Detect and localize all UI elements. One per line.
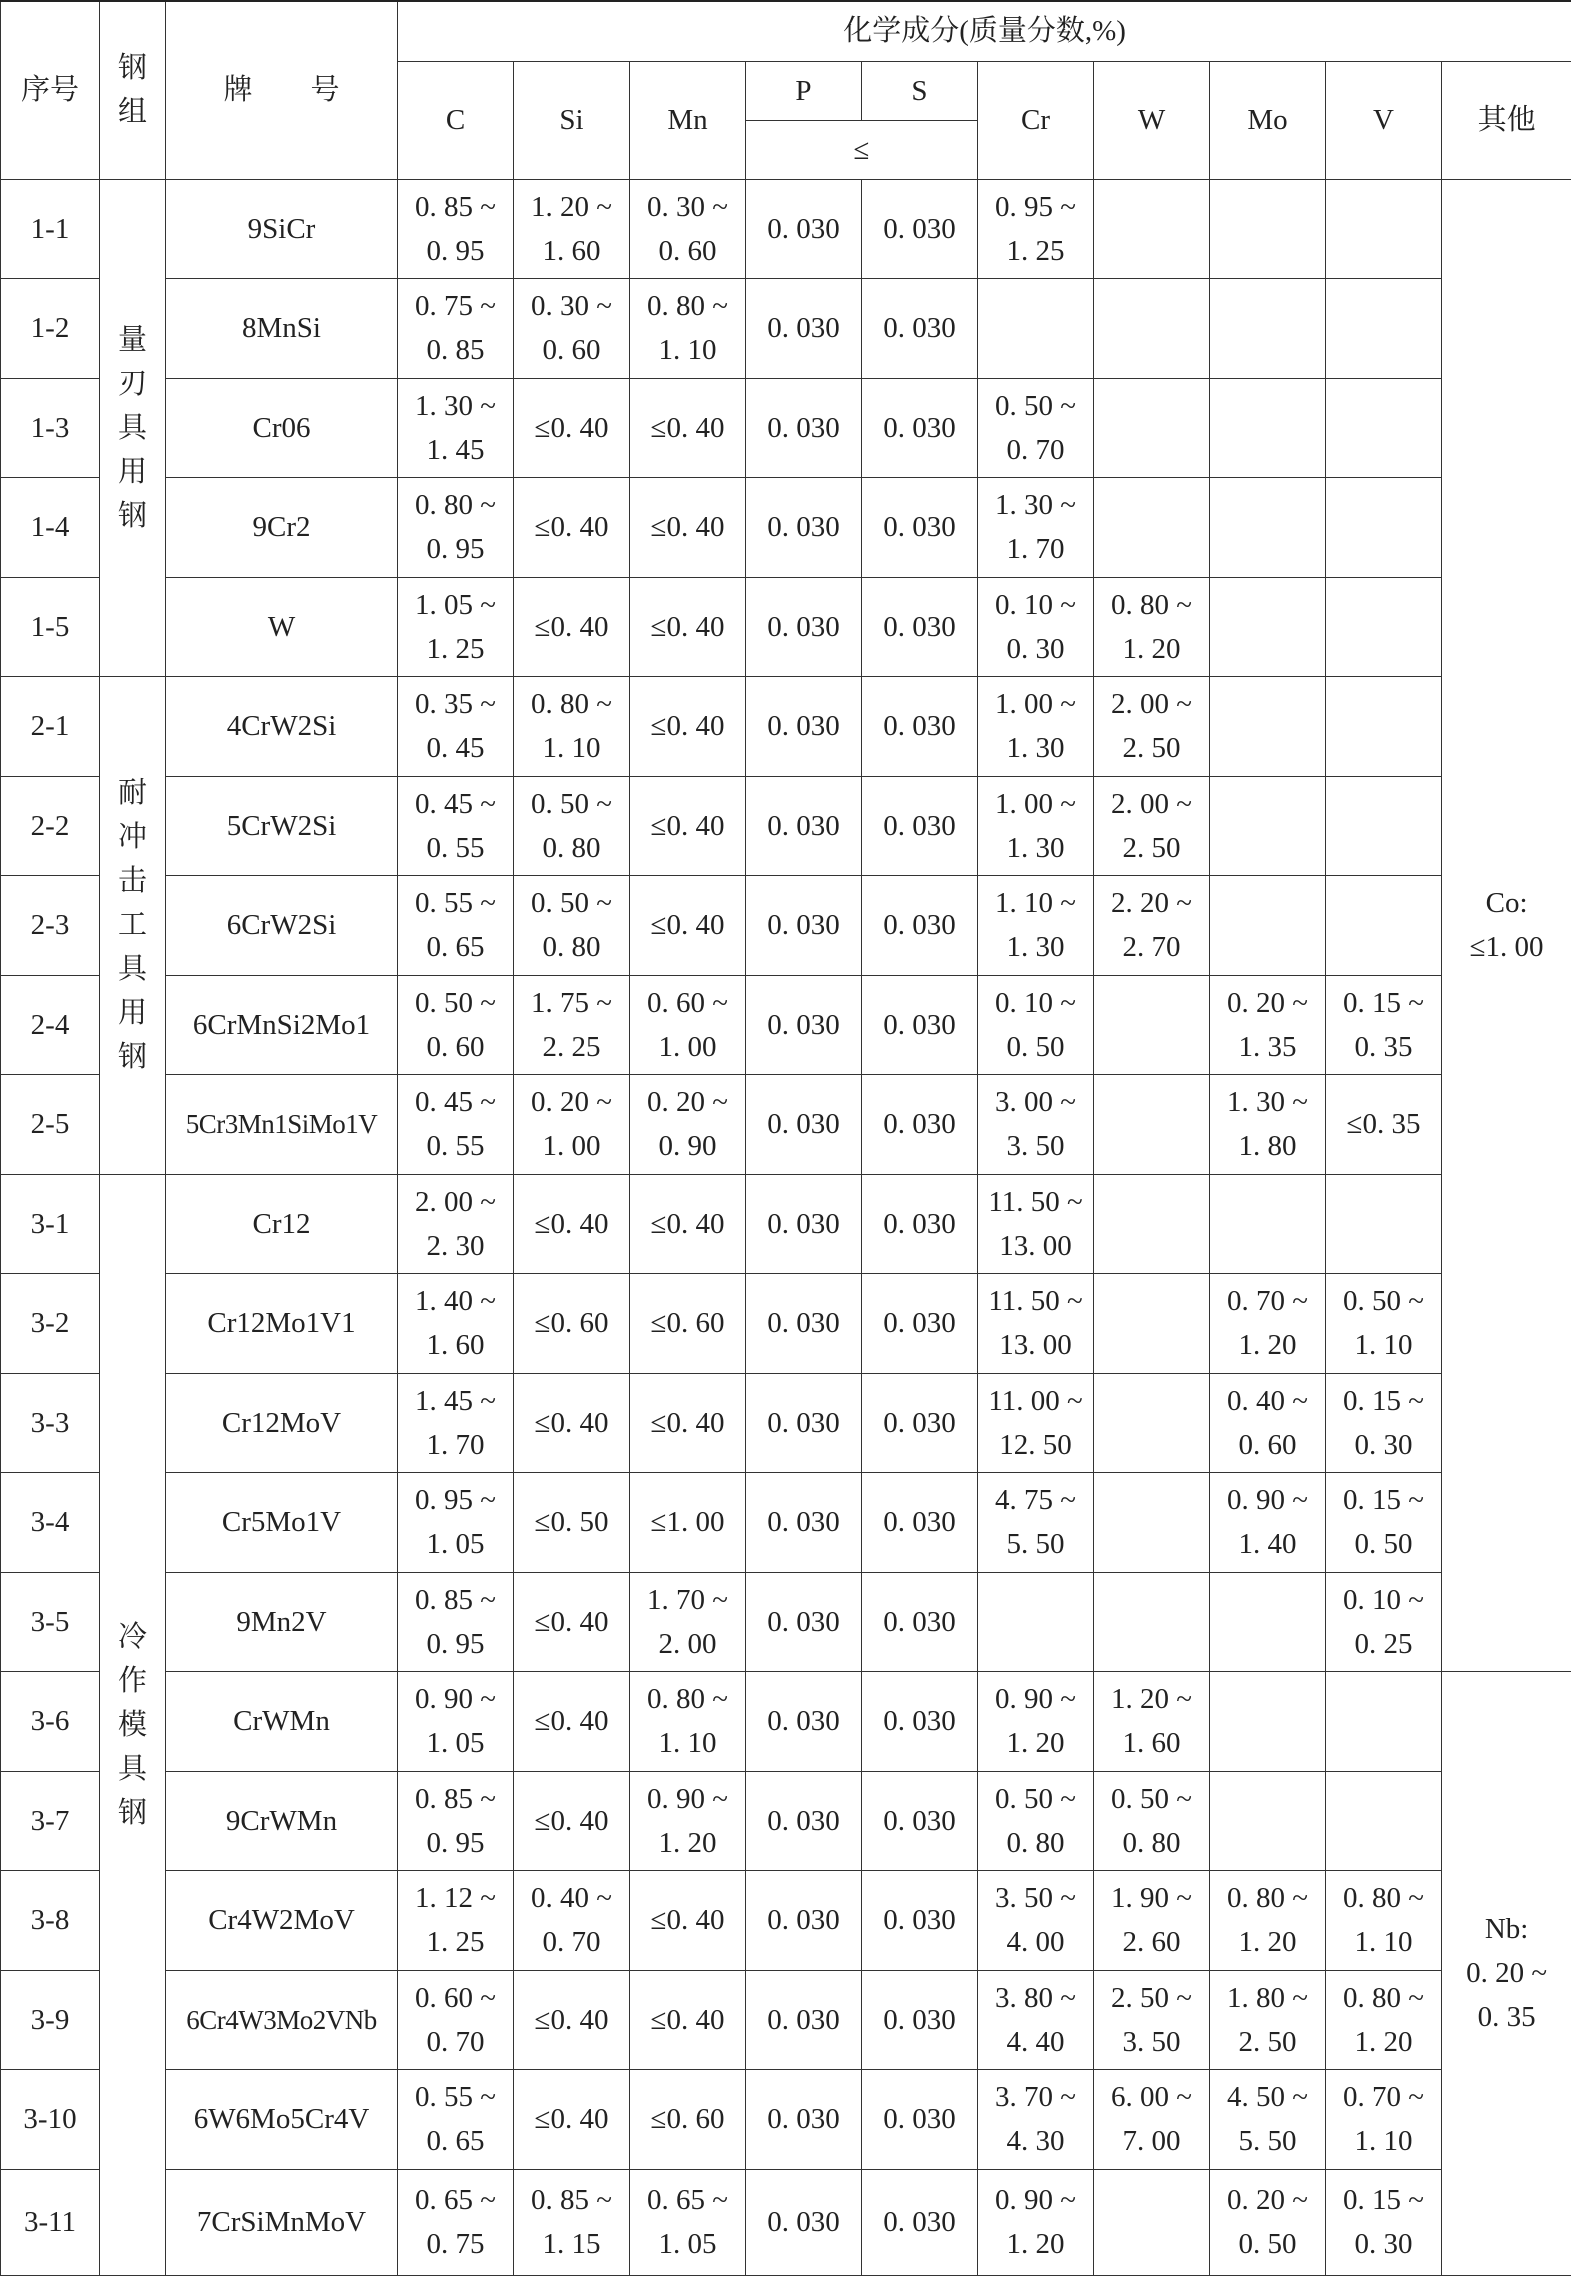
- cell-cr: 4. 75 ~ 5. 50: [978, 1473, 1094, 1573]
- cell-v: 0. 15 ~ 0. 30: [1326, 1373, 1442, 1473]
- cell-p: 0. 030: [746, 478, 862, 578]
- cell-p: 0. 030: [746, 876, 862, 976]
- cell-s: 0. 030: [862, 1771, 978, 1871]
- header-el-mo: Mo: [1210, 61, 1326, 179]
- cell-s: 0. 030: [862, 2169, 978, 2275]
- cell-c: 1. 40 ~ 1. 60: [398, 1274, 514, 1374]
- cell-v: 0. 70 ~ 1. 10: [1326, 2070, 1442, 2170]
- cell-seq: 2-1: [1, 677, 100, 777]
- cell-v: [1326, 1771, 1442, 1871]
- cell-p: 0. 030: [746, 1672, 862, 1772]
- table-row: [1, 1174, 1571, 1274]
- cell-mo: 0. 80 ~ 1. 20: [1210, 1871, 1326, 1971]
- cell-si: ≤0. 40: [514, 378, 630, 478]
- table-row: [1, 776, 1571, 876]
- cell-si: ≤0. 40: [514, 1771, 630, 1871]
- header-row-1: [1, 1, 1571, 61]
- cell-mo: [1210, 179, 1326, 279]
- cell-p: 0. 030: [746, 1274, 862, 1374]
- cell-mn: ≤0. 40: [630, 577, 746, 677]
- cell-seq: 3-11: [1, 2169, 100, 2275]
- cell-mo: [1210, 1174, 1326, 1274]
- cell-grade: 5CrW2Si: [166, 776, 398, 876]
- cell-mn: ≤0. 40: [630, 876, 746, 976]
- cell-mo: 4. 50 ~ 5. 50: [1210, 2070, 1326, 2170]
- cell-grade: Cr5Mo1V: [166, 1473, 398, 1573]
- cell-si: ≤0. 40: [514, 478, 630, 578]
- cell-w: [1094, 1274, 1210, 1374]
- header-el-mn: Mn: [630, 61, 746, 179]
- cell-v: 0. 50 ~ 1. 10: [1326, 1274, 1442, 1374]
- header-el-w: W: [1094, 61, 1210, 179]
- cell-seq: 3-7: [1, 1771, 100, 1871]
- table-row: [1, 179, 1571, 279]
- cell-mo: 0. 70 ~ 1. 20: [1210, 1274, 1326, 1374]
- cell-w: [1094, 1075, 1210, 1175]
- cell-cr: 1. 00 ~ 1. 30: [978, 677, 1094, 777]
- header-grade: 牌 号: [166, 1, 398, 179]
- cell-grade: Cr12MoV: [166, 1373, 398, 1473]
- cell-si: ≤0. 40: [514, 1174, 630, 1274]
- cell-cr: 11. 50 ~ 13. 00: [978, 1274, 1094, 1374]
- cell-mo: 1. 80 ~ 2. 50: [1210, 1970, 1326, 2070]
- cell-cr: 3. 80 ~ 4. 40: [978, 1970, 1094, 2070]
- cell-cr: 0. 10 ~ 0. 50: [978, 975, 1094, 1075]
- cell-v: [1326, 179, 1442, 279]
- cell-v: 0. 10 ~ 0. 25: [1326, 1572, 1442, 1672]
- cell-v: 0. 15 ~ 0. 30: [1326, 2169, 1442, 2275]
- cell-s: 0. 030: [862, 478, 978, 578]
- cell-p: 0. 030: [746, 677, 862, 777]
- cell-v: [1326, 378, 1442, 478]
- table-row: [1, 378, 1571, 478]
- cell-p: 0. 030: [746, 975, 862, 1075]
- cell-p: 0. 030: [746, 776, 862, 876]
- cell-c: 0. 50 ~ 0. 60: [398, 975, 514, 1075]
- cell-mn: ≤0. 40: [630, 378, 746, 478]
- cell-v: 0. 80 ~ 1. 20: [1326, 1970, 1442, 2070]
- cell-s: 0. 030: [862, 975, 978, 1075]
- cell-mn: 0. 65 ~ 1. 05: [630, 2169, 746, 2275]
- cell-p: 0. 030: [746, 1174, 862, 1274]
- cell-mn: 0. 20 ~ 0. 90: [630, 1075, 746, 1175]
- cell-c: 0. 45 ~ 0. 55: [398, 1075, 514, 1175]
- cell-v: [1326, 677, 1442, 777]
- cell-c: 1. 12 ~ 1. 25: [398, 1871, 514, 1971]
- cell-mo: [1210, 279, 1326, 379]
- cell-s: 0. 030: [862, 378, 978, 478]
- cell-mo: 0. 90 ~ 1. 40: [1210, 1473, 1326, 1573]
- cell-mo: 1. 30 ~ 1. 80: [1210, 1075, 1326, 1175]
- header-el-other: 其他: [1442, 61, 1571, 179]
- cell-seq: 1-1: [1, 179, 100, 279]
- table-row: [1, 2070, 1571, 2170]
- cell-c: 1. 05 ~ 1. 25: [398, 577, 514, 677]
- cell-seq: 2-5: [1, 1075, 100, 1175]
- cell-seq: 3-6: [1, 1672, 100, 1772]
- cell-grade: CrWMn: [166, 1672, 398, 1772]
- cell-grade: 6Cr4W3Mo2VNb: [166, 1970, 398, 2070]
- header-el-v: V: [1326, 61, 1442, 179]
- cell-other: Nb: 0. 20 ~ 0. 35: [1442, 1672, 1571, 2276]
- cell-c: 2. 00 ~ 2. 30: [398, 1174, 514, 1274]
- cell-cr: 0. 50 ~ 0. 70: [978, 378, 1094, 478]
- cell-cr: [978, 279, 1094, 379]
- cell-cr: 0. 90 ~ 1. 20: [978, 2169, 1094, 2275]
- cell-si: 0. 50 ~ 0. 80: [514, 776, 630, 876]
- cell-mo: [1210, 1771, 1326, 1871]
- header-el-s: S: [862, 61, 978, 120]
- cell-p: 0. 030: [746, 1473, 862, 1573]
- cell-grade: 9Mn2V: [166, 1572, 398, 1672]
- header-el-p: P: [746, 61, 862, 120]
- cell-grade: 6CrW2Si: [166, 876, 398, 976]
- cell-si: 0. 80 ~ 1. 10: [514, 677, 630, 777]
- cell-cr: 0. 95 ~ 1. 25: [978, 179, 1094, 279]
- cell-grade: 6W6Mo5Cr4V: [166, 2070, 398, 2170]
- cell-grade: Cr12: [166, 1174, 398, 1274]
- table-row: [1, 677, 1571, 777]
- cell-grade: 5Cr3Mn1SiMo1V: [166, 1075, 398, 1175]
- cell-c: 1. 45 ~ 1. 70: [398, 1373, 514, 1473]
- table-row: [1, 975, 1571, 1075]
- cell-v: 0. 15 ~ 0. 50: [1326, 1473, 1442, 1573]
- cell-mn: 0. 80 ~ 1. 10: [630, 279, 746, 379]
- cell-si: 0. 20 ~ 1. 00: [514, 1075, 630, 1175]
- cell-mn: ≤0. 40: [630, 1373, 746, 1473]
- cell-grade: 6CrMnSi2Mo1: [166, 975, 398, 1075]
- cell-mo: [1210, 677, 1326, 777]
- cell-mo: 0. 20 ~ 0. 50: [1210, 2169, 1326, 2275]
- cell-v: 0. 80 ~ 1. 10: [1326, 1871, 1442, 1971]
- cell-c: 0. 35 ~ 0. 45: [398, 677, 514, 777]
- cell-mo: [1210, 378, 1326, 478]
- cell-mo: [1210, 776, 1326, 876]
- cell-s: 0. 030: [862, 876, 978, 976]
- cell-p: 0. 030: [746, 1771, 862, 1871]
- cell-s: 0. 030: [862, 677, 978, 777]
- cell-w: [1094, 1174, 1210, 1274]
- table-row: [1, 1075, 1571, 1175]
- cell-c: 0. 85 ~ 0. 95: [398, 1572, 514, 1672]
- cell-grade: Cr4W2MoV: [166, 1871, 398, 1971]
- cell-p: 0. 030: [746, 279, 862, 379]
- cell-cr: 3. 00 ~ 3. 50: [978, 1075, 1094, 1175]
- cell-c: 0. 85 ~ 0. 95: [398, 1771, 514, 1871]
- cell-s: 0. 030: [862, 1572, 978, 1672]
- cell-s: 0. 030: [862, 776, 978, 876]
- cell-p: 0. 030: [746, 2070, 862, 2170]
- cell-si: 0. 40 ~ 0. 70: [514, 1871, 630, 1971]
- cell-mn: ≤0. 60: [630, 2070, 746, 2170]
- table-row: [1, 1473, 1571, 1573]
- table-row: [1, 1274, 1571, 1374]
- cell-c: 0. 55 ~ 0. 65: [398, 2070, 514, 2170]
- header-seq: 序号: [1, 1, 100, 179]
- cell-seq: 2-4: [1, 975, 100, 1075]
- cell-w: [1094, 975, 1210, 1075]
- cell-v: [1326, 876, 1442, 976]
- cell-v: [1326, 577, 1442, 677]
- cell-cr: 3. 70 ~ 4. 30: [978, 2070, 1094, 2170]
- table-row: [1, 1672, 1571, 1772]
- cell-grade: W: [166, 577, 398, 677]
- cell-w: 2. 00 ~ 2. 50: [1094, 677, 1210, 777]
- cell-s: 0. 030: [862, 577, 978, 677]
- cell-grade: 9SiCr: [166, 179, 398, 279]
- cell-mn: ≤0. 40: [630, 776, 746, 876]
- cell-c: 0. 85 ~ 0. 95: [398, 179, 514, 279]
- cell-si: ≤0. 60: [514, 1274, 630, 1374]
- cell-w: [1094, 1373, 1210, 1473]
- cell-w: 1. 20 ~ 1. 60: [1094, 1672, 1210, 1772]
- cell-w: [1094, 478, 1210, 578]
- cell-c: 0. 65 ~ 0. 75: [398, 2169, 514, 2275]
- cell-seq: 3-4: [1, 1473, 100, 1573]
- cell-si: ≤0. 40: [514, 1373, 630, 1473]
- cell-v: 0. 15 ~ 0. 35: [1326, 975, 1442, 1075]
- cell-steel-group: 冷 作 模 具 钢: [100, 1174, 166, 2275]
- cell-v: [1326, 478, 1442, 578]
- cell-grade: Cr06: [166, 378, 398, 478]
- cell-v: [1326, 776, 1442, 876]
- cell-c: 0. 45 ~ 0. 55: [398, 776, 514, 876]
- cell-si: 0. 85 ~ 1. 15: [514, 2169, 630, 2275]
- table-row: [1, 1572, 1571, 1672]
- table-row: [1, 2169, 1571, 2275]
- cell-v: [1326, 1174, 1442, 1274]
- cell-cr: [978, 1572, 1094, 1672]
- cell-p: 0. 030: [746, 378, 862, 478]
- table-row: [1, 279, 1571, 379]
- cell-w: [1094, 2169, 1210, 2275]
- cell-si: 1. 75 ~ 2. 25: [514, 975, 630, 1075]
- cell-p: 0. 030: [746, 1373, 862, 1473]
- cell-c: 0. 55 ~ 0. 65: [398, 876, 514, 976]
- cell-w: 6. 00 ~ 7. 00: [1094, 2070, 1210, 2170]
- cell-mn: 0. 90 ~ 1. 20: [630, 1771, 746, 1871]
- cell-v: [1326, 1672, 1442, 1772]
- cell-p: 0. 030: [746, 179, 862, 279]
- cell-seq: 1-4: [1, 478, 100, 578]
- cell-s: 0. 030: [862, 1274, 978, 1374]
- cell-c: 1. 30 ~ 1. 45: [398, 378, 514, 478]
- cell-mn: 0. 30 ~ 0. 60: [630, 179, 746, 279]
- cell-seq: 2-2: [1, 776, 100, 876]
- cell-mn: ≤0. 60: [630, 1274, 746, 1374]
- header-composition: 化学成分(质量分数,%): [398, 1, 1571, 61]
- cell-seq: 2-3: [1, 876, 100, 976]
- cell-c: 0. 60 ~ 0. 70: [398, 1970, 514, 2070]
- table-row: [1, 577, 1571, 677]
- cell-mn: ≤0. 40: [630, 677, 746, 777]
- cell-seq: 3-1: [1, 1174, 100, 1274]
- cell-mo: 0. 40 ~ 0. 60: [1210, 1373, 1326, 1473]
- header-group: 钢 组: [100, 1, 166, 179]
- table-row: [1, 1871, 1571, 1971]
- cell-c: 0. 80 ~ 0. 95: [398, 478, 514, 578]
- cell-v: [1326, 279, 1442, 379]
- cell-seq: 3-9: [1, 1970, 100, 2070]
- cell-mo: [1210, 577, 1326, 677]
- cell-mn: 1. 70 ~ 2. 00: [630, 1572, 746, 1672]
- cell-mo: [1210, 1572, 1326, 1672]
- cell-si: ≤0. 40: [514, 2070, 630, 2170]
- cell-cr: 0. 50 ~ 0. 80: [978, 1771, 1094, 1871]
- cell-c: 0. 90 ~ 1. 05: [398, 1672, 514, 1772]
- cell-seq: 1-3: [1, 378, 100, 478]
- cell-si: 1. 20 ~ 1. 60: [514, 179, 630, 279]
- cell-mo: [1210, 478, 1326, 578]
- header-el-c: C: [398, 61, 514, 179]
- header-el-si: Si: [514, 61, 630, 179]
- header-max-symbol: ≤: [746, 120, 978, 179]
- cell-w: [1094, 179, 1210, 279]
- cell-s: 0. 030: [862, 1174, 978, 1274]
- cell-w: 0. 50 ~ 0. 80: [1094, 1771, 1210, 1871]
- cell-mn: ≤0. 40: [630, 1174, 746, 1274]
- table-row: [1, 478, 1571, 578]
- cell-grade: 7CrSiMnMoV: [166, 2169, 398, 2275]
- cell-cr: 0. 10 ~ 0. 30: [978, 577, 1094, 677]
- cell-grade: Cr12Mo1V1: [166, 1274, 398, 1374]
- cell-cr: 0. 90 ~ 1. 20: [978, 1672, 1094, 1772]
- cell-grade: 9CrWMn: [166, 1771, 398, 1871]
- cell-p: 0. 030: [746, 1871, 862, 1971]
- cell-s: 0. 030: [862, 1373, 978, 1473]
- cell-p: 0. 030: [746, 1970, 862, 2070]
- cell-s: 0. 030: [862, 1871, 978, 1971]
- table-row: [1, 1373, 1571, 1473]
- cell-steel-group: 耐 冲 击 工 具 用 钢: [100, 677, 166, 1175]
- cell-si: 0. 50 ~ 0. 80: [514, 876, 630, 976]
- cell-mn: ≤0. 40: [630, 1970, 746, 2070]
- cell-seq: 1-5: [1, 577, 100, 677]
- cell-s: 0. 030: [862, 279, 978, 379]
- cell-mo: [1210, 876, 1326, 976]
- cell-mn: ≤0. 40: [630, 478, 746, 578]
- cell-w: [1094, 1572, 1210, 1672]
- cell-cr: 1. 30 ~ 1. 70: [978, 478, 1094, 578]
- cell-s: 0. 030: [862, 179, 978, 279]
- cell-w: 2. 50 ~ 3. 50: [1094, 1970, 1210, 2070]
- cell-mo: [1210, 1672, 1326, 1772]
- cell-p: 0. 030: [746, 577, 862, 677]
- cell-p: 0. 030: [746, 1572, 862, 1672]
- cell-w: 2. 00 ~ 2. 50: [1094, 776, 1210, 876]
- cell-w: [1094, 1473, 1210, 1573]
- cell-w: 0. 80 ~ 1. 20: [1094, 577, 1210, 677]
- cell-seq: 3-10: [1, 2070, 100, 2170]
- cell-cr: 3. 50 ~ 4. 00: [978, 1871, 1094, 1971]
- cell-w: 1. 90 ~ 2. 60: [1094, 1871, 1210, 1971]
- cell-seq: 3-5: [1, 1572, 100, 1672]
- cell-v: ≤0. 35: [1326, 1075, 1442, 1175]
- cell-si: ≤0. 40: [514, 1970, 630, 2070]
- cell-s: 0. 030: [862, 2070, 978, 2170]
- cell-steel-group: 量 刃 具 用 钢: [100, 179, 166, 677]
- cell-w: 2. 20 ~ 2. 70: [1094, 876, 1210, 976]
- cell-grade: 9Cr2: [166, 478, 398, 578]
- cell-mn: 0. 60 ~ 1. 00: [630, 975, 746, 1075]
- cell-seq: 3-3: [1, 1373, 100, 1473]
- table-row: [1, 1771, 1571, 1871]
- cell-si: ≤0. 40: [514, 577, 630, 677]
- cell-s: 0. 030: [862, 1075, 978, 1175]
- cell-cr: 11. 00 ~ 12. 50: [978, 1373, 1094, 1473]
- cell-cr: 11. 50 ~ 13. 00: [978, 1174, 1094, 1274]
- cell-si: ≤0. 40: [514, 1572, 630, 1672]
- cell-cr: 1. 10 ~ 1. 30: [978, 876, 1094, 976]
- cell-s: 0. 030: [862, 1672, 978, 1772]
- cell-seq: 3-8: [1, 1871, 100, 1971]
- cell-grade: 8MnSi: [166, 279, 398, 379]
- table-body: [1, 179, 1571, 2275]
- cell-mo: 0. 20 ~ 1. 35: [1210, 975, 1326, 1075]
- cell-grade: 4CrW2Si: [166, 677, 398, 777]
- cell-si: ≤0. 40: [514, 1672, 630, 1772]
- cell-seq: 3-2: [1, 1274, 100, 1374]
- header-el-cr: Cr: [978, 61, 1094, 179]
- table-row: [1, 876, 1571, 976]
- cell-c: 0. 75 ~ 0. 85: [398, 279, 514, 379]
- cell-s: 0. 030: [862, 1473, 978, 1573]
- cell-s: 0. 030: [862, 1970, 978, 2070]
- cell-p: 0. 030: [746, 2169, 862, 2275]
- cell-seq: 1-2: [1, 279, 100, 379]
- cell-mn: ≤0. 40: [630, 1871, 746, 1971]
- cell-p: 0. 030: [746, 1075, 862, 1175]
- cell-mn: 0. 80 ~ 1. 10: [630, 1672, 746, 1772]
- cell-si: 0. 30 ~ 0. 60: [514, 279, 630, 379]
- cell-w: [1094, 279, 1210, 379]
- cell-c: 0. 95 ~ 1. 05: [398, 1473, 514, 1573]
- cell-cr: 1. 00 ~ 1. 30: [978, 776, 1094, 876]
- cell-other: Co: ≤1. 00: [1442, 179, 1571, 1672]
- cell-si: ≤0. 50: [514, 1473, 630, 1573]
- cell-w: [1094, 378, 1210, 478]
- cell-mn: ≤1. 00: [630, 1473, 746, 1573]
- table-row: [1, 1970, 1571, 2070]
